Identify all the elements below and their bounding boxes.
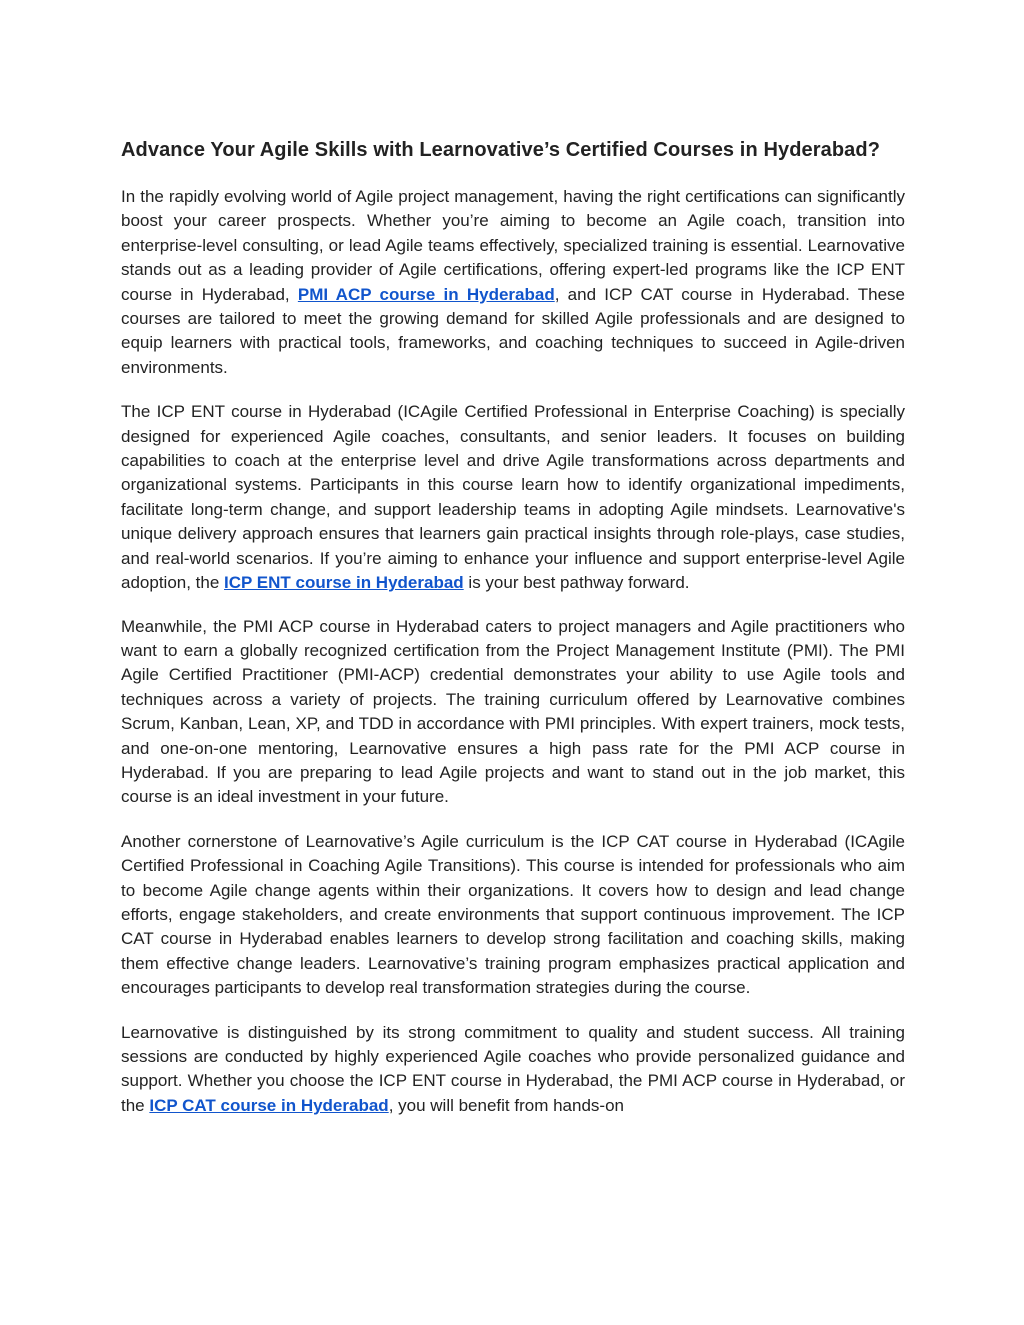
document-title: Advance Your Agile Skills with Learnovative’s Certified Courses in Hyderabad? <box>121 139 881 161</box>
paragraph-icp-ent <box>121 400 905 595</box>
paragraph-intro <box>121 185 905 380</box>
paragraph-intro-text-before-link: In the rapidly evolving world of Agile project management, having the right certifications can significantly boost your career prospects. Whether you’re aiming to become an Agile coach, transition into enterprise-level consulting, or lead Agile teams effectively, specialized training is essential. Learnovative stands out as a leading provider of Agile certifications, offering expert-led programs like the ICP ENT course in Hyderabad, <box>121 187 905 304</box>
paragraph-icp-cat: Another cornerstone of Learnovative’s Agile curriculum is the ICP CAT course in Hyderabad (ICAgile Certified Professional in Coaching Agile Transitions). This course is intended for professionals who aim to become Agile change agents within their organizations. It covers how to design and lead change efforts, engage stakeholders, and create environments that support continuous improvement. The ICP CAT course in Hyderabad enables learners to develop strong facilitation and coaching skills, making them effective change leaders. Learnovative’s training program emphasizes practical application and encourages participants to develop real transformation strategies during the course. <box>121 831 905 998</box>
paragraph-icp-ent-text-before-link: The ICP ENT course in Hyderabad (ICAgile Certified Professional in Enterprise Coaching) is specially designed for experienced Agile coaches, consultants, and senior leaders. It focuses on building capabilities to coach at the enterprise level and drive Agile transformations across departments and organizational systems. Participants in this course learn how to identify organizational impediments, facilitate long-term change, and support leadership teams in adopting Agile mindsets. Learnovative's unique delivery approach ensures that learners gain practical insights through role-plays, case studies, and real-world scenarios. If you’re aiming to enhance your influence and support enterprise-level Agile adoption, the <box>121 402 905 593</box>
paragraph-quality-text-before-link: Learnovative is distinguished by its strong commitment to quality and student success. All training sessions are conducted by highly experienced Agile coaches who provide personalized guidance and support. Whether you choose the ICP ENT course in Hyderabad, the PMI ACP course in Hyderabad, or the <box>121 1022 905 1115</box>
paragraph-quality-text-after-link: , you will benefit from hands-on <box>388 1095 624 1115</box>
document-page <box>121 136 905 1138</box>
icp-ent-course-link[interactable]: ICP ENT course in Hyderabad <box>224 573 464 593</box>
paragraph-pmi-acp: Meanwhile, the PMI ACP course in Hyderabad caters to project managers and Agile practitioners who want to earn a globally recognized certification from the Project Management Institute (PMI). The PMI Agile Certified Practitioner (PMI-ACP) credential demonstrates your ability to use Agile tools and techniques across a variety of projects. The training curriculum offered by Learnovative combines Scrum, Kanban, Lean, XP, and TDD in accordance with PMI principles. With expert trainers, mock tests, and one-on-one mentoring, Learnovative ensures a high pass rate for the PMI ACP course in Hyderabad. If you are preparing to lead Agile projects and want to stand out in the job market, this course is an ideal investment in your future. <box>121 616 905 807</box>
paragraph-learnovative-quality <box>121 1021 905 1119</box>
icp-cat-course-link[interactable]: ICP CAT course in Hyderabad <box>149 1095 389 1115</box>
paragraph-icp-ent-text-after-link: is your best pathway forward. <box>463 573 690 593</box>
paragraph-intro-text-after-link: , and ICP CAT course in Hyderabad. These courses are tailored to meet the growing demand for skilled Agile professionals and are designed to equip learners with practical tools, frameworks, and coaching techniques to succeed in Agile-driven environments. <box>121 284 905 377</box>
pmi-acp-course-link[interactable]: PMI ACP course in Hyderabad <box>297 284 555 304</box>
